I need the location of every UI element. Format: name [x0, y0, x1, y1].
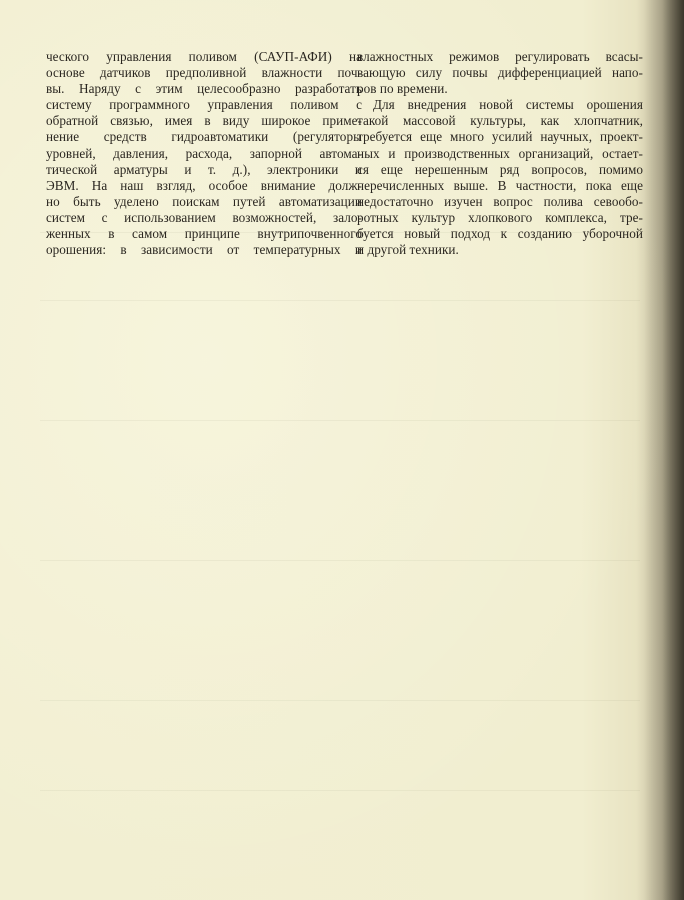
text-line: недостаточно изучен вопрос полива севообо-: [357, 193, 643, 209]
text-line: влажностных режимов регулировать всасы-: [357, 49, 643, 64]
text-line: основе датчиков предполивной влажности поч-: [46, 65, 362, 81]
text-line: тической арматуры и т. д.), электроники и: [46, 161, 362, 177]
bleed-through-line: [40, 560, 640, 561]
text-line: вающую силу почвы дифференциацией напо-: [357, 65, 643, 81]
text-line: но быть уделено поискам путей автоматизации: [46, 193, 362, 209]
bleed-through-line: [40, 790, 640, 791]
bleed-through-line: [40, 300, 640, 301]
text-line: ных и производственных организаций, остает-: [357, 145, 643, 161]
text-line: вы. Наряду с этим целесообразно разработать: [46, 81, 362, 97]
text-line: буется новый подход к созданию уборочной: [357, 226, 643, 242]
book-spine-shadow: [644, 0, 684, 900]
text-line: нение средств гидроавтоматики (регуляторы: [46, 129, 362, 145]
left-paragraph: [46, 49, 362, 258]
left-text-column: [46, 49, 362, 258]
text-line: обратной связью, имея в виду широкое приме-: [46, 113, 362, 129]
text-line: Для внедрения новой системы орошения: [373, 97, 643, 113]
text-line: уровней, давления, расхода, запорной автома-: [46, 145, 362, 161]
bleed-through-line: [40, 700, 640, 701]
text-line: систем с использованием возможностей, зало-: [46, 209, 362, 225]
text-line: такой массовой культуры, как хлопчатник,: [357, 113, 643, 129]
bleed-through-line: [40, 420, 640, 421]
right-text-column: [357, 49, 643, 258]
text-line: женных в самом принципе внутрипочвенного: [46, 226, 362, 242]
right-paragraph-continuation: [357, 49, 643, 97]
text-line: ческого управления поливом (САУП-АФИ) на: [46, 49, 362, 64]
text-line: требуется еще много усилий научных, проект-: [357, 129, 643, 145]
text-line: ся еще нерешенным ряд вопросов, помимо: [357, 161, 643, 177]
text-line: и другой техники.: [357, 242, 459, 258]
text-line: ЭВМ. На наш взгляд, особое внимание долж-: [46, 177, 362, 193]
text-line: систему программного управления поливом с: [46, 97, 362, 113]
text-line: перечисленных выше. В частности, пока еще: [357, 177, 643, 193]
text-line: ротных культур хлопкового комплекса, тре-: [357, 209, 643, 225]
text-line: орошения: в зависимости от температурных и: [46, 242, 362, 258]
text-line: ров по времени.: [357, 81, 448, 97]
right-paragraph-main: [357, 97, 643, 258]
